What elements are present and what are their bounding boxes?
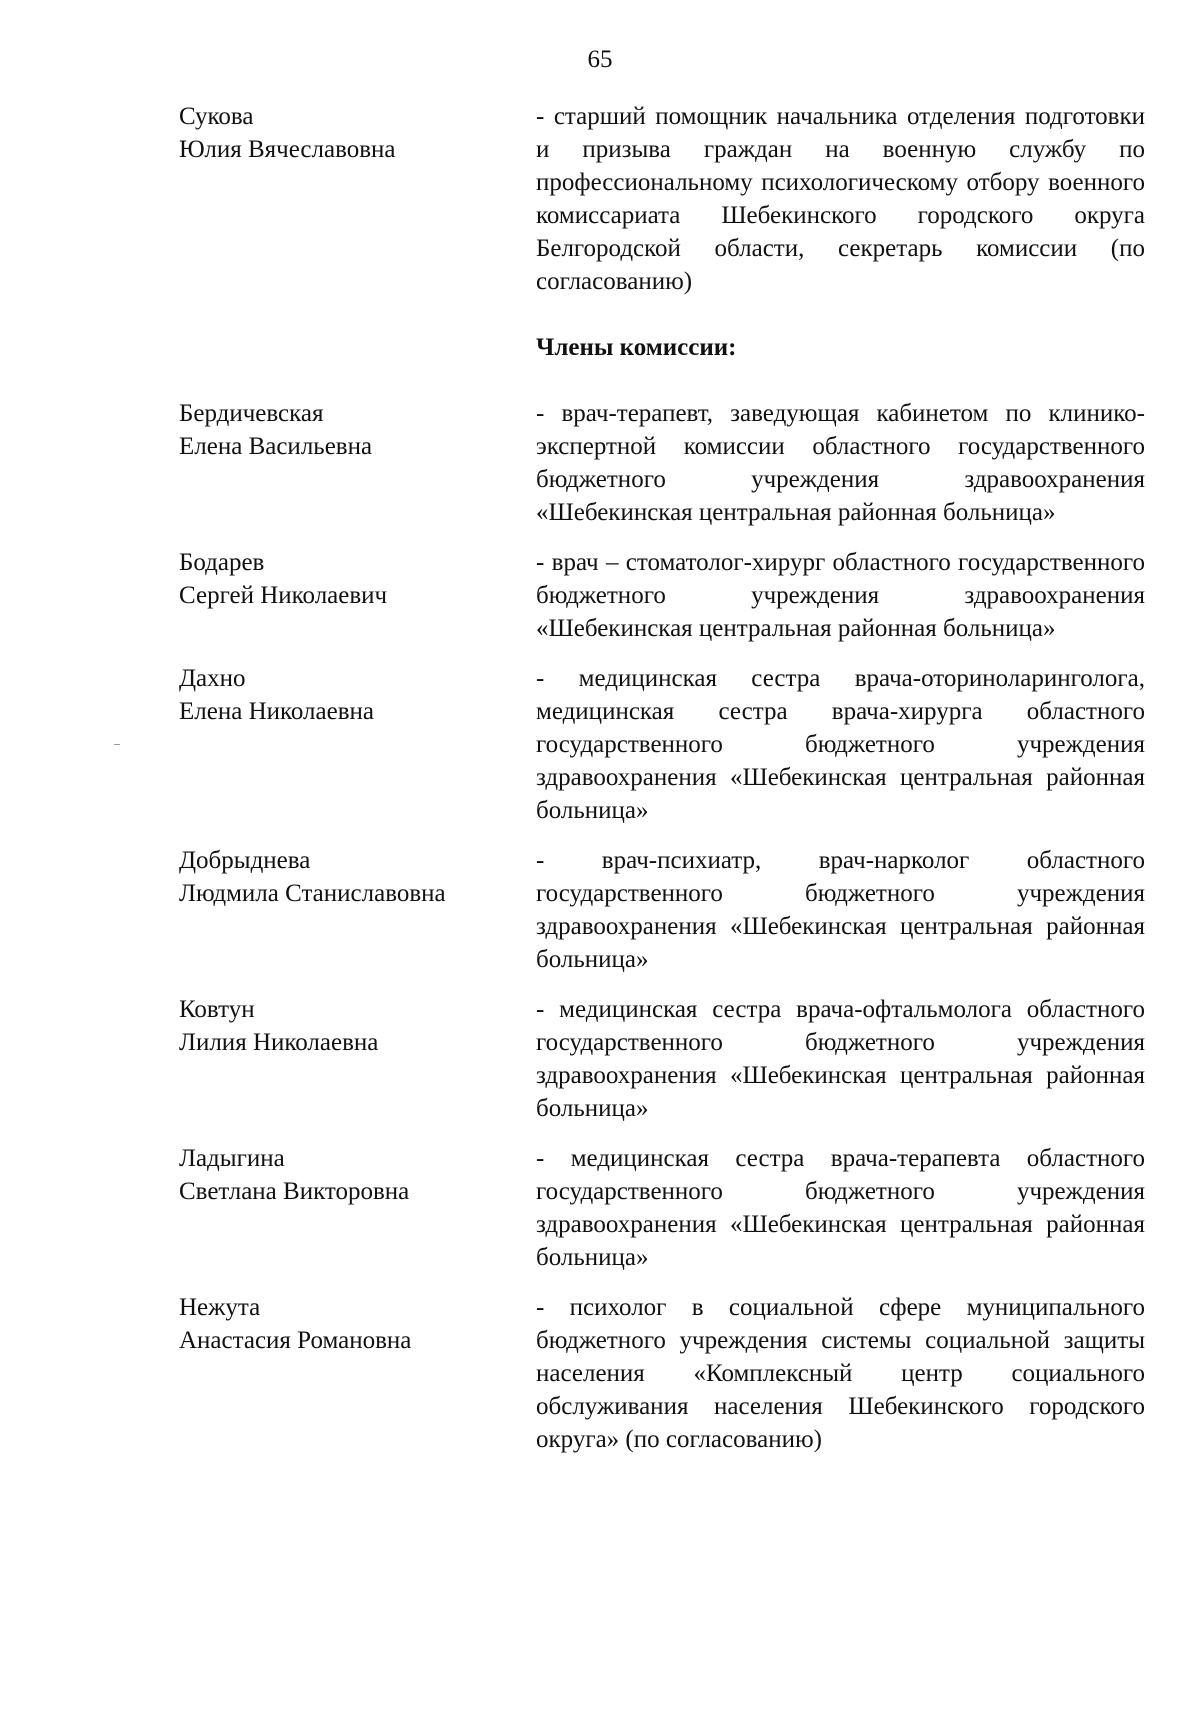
person-position: - медицинская сестра врача-терапевта областного государственного бюджетного учреждения здравоохранения «Шебекинская центральная районная больница» xyxy=(536,1145,1145,1271)
person-surname: Ковтун xyxy=(179,996,255,1023)
commission-list xyxy=(179,100,1145,1456)
person-position: - психолог в социальной сфере муниципального бюджетного учреждения системы социальной защиты населения «Комплексный центр социального обслуживания населения Шебекинского городского округа» (по согласованию) xyxy=(536,1294,1145,1453)
person-name xyxy=(179,100,536,166)
members-heading: Члены комиссии: xyxy=(536,334,737,361)
person-given-names: Юлия Вячеславовна xyxy=(179,136,396,163)
member-entry xyxy=(179,397,1145,529)
person-given-names: Людмила Станиславовна xyxy=(179,880,446,907)
person-name xyxy=(179,993,536,1059)
person-surname: Добрыднева xyxy=(179,847,311,874)
person-surname: Дахно xyxy=(179,665,246,692)
person-given-names: Елена Николаевна xyxy=(179,698,374,725)
person-given-names: Анастасия Романовна xyxy=(179,1327,412,1354)
person-given-names: Сергей Николаевич xyxy=(179,582,388,609)
person-given-names: Светлана Викторовна xyxy=(179,1178,410,1205)
person-position: - врач-психиатр, врач-нарколог областного государственного бюджетного учреждения здравоохранения «Шебекинская центральная районная больница» xyxy=(536,847,1145,973)
member-entry xyxy=(179,662,1145,827)
person-position: - старший помощник начальника отделения подготовки и призыва граждан на военную службу по профессиональному психологическому отбору военного комиссариата Шебекинского городского округа Белгородской области, секретарь комиссии (по согласованию) xyxy=(536,103,1145,295)
person-surname: Бердичевская xyxy=(179,400,324,427)
member-entry xyxy=(179,993,1145,1125)
member-entry xyxy=(179,844,1145,976)
person-position: - врач – стоматолог-хирург областного государственного бюджетного учреждения здравоохранения «Шебекинская центральная районная больница» xyxy=(536,549,1145,642)
person-surname: Сукова xyxy=(179,103,254,130)
margin-mark xyxy=(114,744,120,745)
member-entry xyxy=(179,546,1145,645)
member-entry xyxy=(179,1291,1145,1456)
member-entry xyxy=(179,1142,1145,1274)
person-surname: Нежута xyxy=(179,1294,261,1321)
person-name xyxy=(179,1291,536,1357)
page-number: 65 xyxy=(587,46,613,73)
person-surname: Ладыгина xyxy=(179,1145,285,1172)
person-given-names: Лилия Николаевна xyxy=(179,1029,379,1056)
person-name xyxy=(179,546,536,612)
person-name xyxy=(179,397,536,463)
person-name xyxy=(179,844,536,910)
person-given-names: Елена Васильевна xyxy=(179,433,373,460)
person-name xyxy=(179,1142,536,1208)
person-position: - врач-терапевт, заведующая кабинетом по клинико-экспертной комиссии областного государственного бюджетного учреждения здравоохранения «Шебекинская центральная районная больница» xyxy=(536,400,1145,526)
secretary-entry xyxy=(179,100,1145,298)
person-position: - медицинская сестра врача-оториноларинголога, медицинская сестра врача-хирурга областного государственного бюджетного учреждения здравоохранения «Шебекинская центральная районная больница» xyxy=(536,665,1145,824)
person-name xyxy=(179,662,536,728)
person-surname: Бодарев xyxy=(179,549,265,576)
person-position: - медицинская сестра врача-офтальмолога областного государственного бюджетного учреждения здравоохранения «Шебекинская центральная районная больница» xyxy=(536,996,1145,1122)
